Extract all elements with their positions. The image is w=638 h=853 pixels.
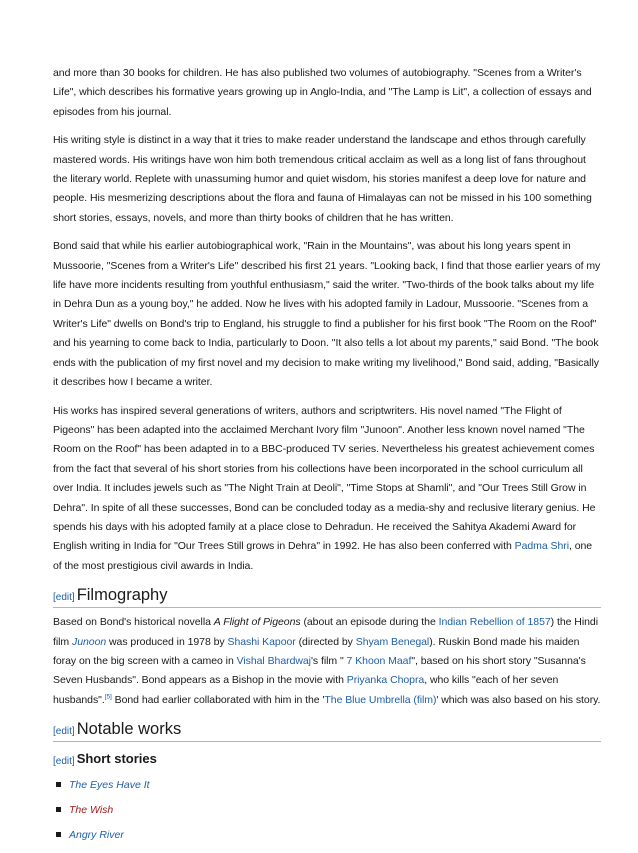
paragraph-filmography xyxy=(53,613,601,710)
link-blue-umbrella[interactable]: The Blue Umbrella (film) xyxy=(324,693,437,706)
text-span: ' which was also based on his story. xyxy=(436,693,601,706)
heading-filmography-title: Filmography xyxy=(76,586,168,605)
bullet-icon xyxy=(56,782,61,787)
link-7-khoon-maaf[interactable]: 7 Khoon Maaf xyxy=(346,654,412,667)
edit-link-filmography[interactable]: [edit] xyxy=(53,592,75,604)
heading-notable-works xyxy=(53,719,601,742)
link-priyanka-chopra[interactable]: Priyanka Chopra xyxy=(346,674,425,687)
link-indian-rebellion[interactable]: Indian Rebellion of 1857 xyxy=(438,616,551,629)
article-page xyxy=(53,64,601,853)
short-stories-list xyxy=(53,778,601,842)
reference-5[interactable]: [5] xyxy=(104,693,112,701)
text-span: was produced in 1978 by xyxy=(106,635,228,648)
paragraph-scenes-from-writers-life: Bond said that while his earlier autobiographical work, "Rain in the Mountains", was about his long years spent in Mussoorie, "Scenes from a Writer's Life" described his first 21 years. "Looking back, I find that those earlier years of my life have more incidents resulting from youthful enthusiasm," said the writer. "Two-thirds of the book talks about my life in Dehra Dun as a young boy," he added. Now he lives with his adopted family in Ladour, Mussoorie. "Scenes from a Writer's Life" dwells on Bond's trip to England, his struggle to find a publisher for his first book "The Room on the Roof" and his yearning to come back to India, particularly to Doon. "It also tells a lot about my parents," said Bond. "The book ends with the publication of my first novel and my decision to make writing my livelihood," Bond said, adding, "Basically it describes how I became a writer. xyxy=(53,240,601,389)
text-span: Based on Bond's historical novella xyxy=(53,616,214,629)
link-the-wish[interactable]: The Wish xyxy=(69,804,114,817)
text-span: ). Ruskin Bond made his maiden foray on the big screen with a cameo in xyxy=(53,635,580,667)
link-shyam-benegal[interactable]: Shyam Benegal xyxy=(355,635,430,648)
edit-link-notable-works[interactable]: [edit] xyxy=(53,726,75,738)
heading-notable-works-title: Notable works xyxy=(76,720,182,739)
link-vishal-bhardwaj[interactable]: Vishal Bhardwaj xyxy=(236,654,311,667)
paragraph-writing-style: His writing style is distinct in a way that it tries to make reader understand the landscape and ethos through carefully mastered words. His writings have won him both tremendous critical acclaim as well as a long list of fans throughout the literary world. Replete with unassuming humor and quiet wisdom, his stories manifest a deep love for nature and people. His mesmerizing descriptions about the flora and fauna of Himalayas can not be missed in his 100 something short stories, essays, novels, and more than thirty books of children that he has written. xyxy=(53,134,592,224)
paragraph-legacy-tail: , one of the most prestigious civil awards in India. xyxy=(53,540,593,572)
heading-short-stories-title: Short stories xyxy=(76,751,157,767)
heading-short-stories xyxy=(53,750,601,768)
link-the-eyes-have-it[interactable]: The Eyes Have It xyxy=(69,779,150,792)
list-item xyxy=(53,778,601,792)
text-span: 's film " xyxy=(310,654,347,667)
paragraph-autobiography: and more than 30 books for children. He has also published two volumes of autobiography. "Scenes from a Writer's Life", which describes his formative years growing up in Anglo-India, and "The Lamp is Lit", a collection of essays and episodes from his journal. xyxy=(53,67,592,118)
text-span: (about an episode during the xyxy=(300,616,439,629)
bullet-icon xyxy=(56,807,61,812)
text-span: Bond had earlier collaborated with him in the ' xyxy=(111,693,325,706)
novella-title: A Flight of Pigeons xyxy=(213,616,301,629)
link-junoon[interactable]: Junoon xyxy=(72,635,107,648)
text-span: ", based on his short story "Susanna's Seven Husbands". Bond appears as a Bishop in the movie with xyxy=(53,654,586,687)
paragraph-legacy-text: His works has inspired several generations of writers, authors and scriptwriters. His novel named "The Flight of Pigeons" has been adapted into the acclaimed Merchant Ivory film "Junoon". Another less known novel named "The Room on the Roof" has been adapted in to a BBC-produced TV series. Nevertheless his greatest achievement comes from the fact that several of his short stories from his collections have been incorporated in the school curriculum all over India. It includes jewels such as "The Night Train at Deoli", "Time Stops at Shamli", and "Our Trees Still Grow in Dehra". In spite of all these successes, Bond can be concluded today as a media-shy and reclusive literary genius. He spends his days with his adopted family at a place close to Dehradun. He received the Sahitya Akademi Award for English writing in India for "Our Trees Still grows in Dehra" in 1992. He has also been conferred with xyxy=(53,404,596,553)
heading-filmography xyxy=(53,585,601,608)
edit-link-short-stories[interactable]: [edit] xyxy=(53,756,75,768)
paragraph-legacy xyxy=(53,402,601,577)
link-padma-shri[interactable]: Padma Shri xyxy=(514,540,569,553)
text-span: (directed by xyxy=(295,635,356,648)
list-item xyxy=(53,828,601,842)
bullet-icon xyxy=(56,832,61,837)
link-angry-river[interactable]: Angry River xyxy=(69,829,124,842)
text-span: ) the Hindi film xyxy=(53,616,598,648)
text-span: , who kills "each of her seven husbands". xyxy=(53,674,559,706)
link-shashi-kapoor[interactable]: Shashi Kapoor xyxy=(227,635,296,648)
list-item xyxy=(53,803,601,817)
